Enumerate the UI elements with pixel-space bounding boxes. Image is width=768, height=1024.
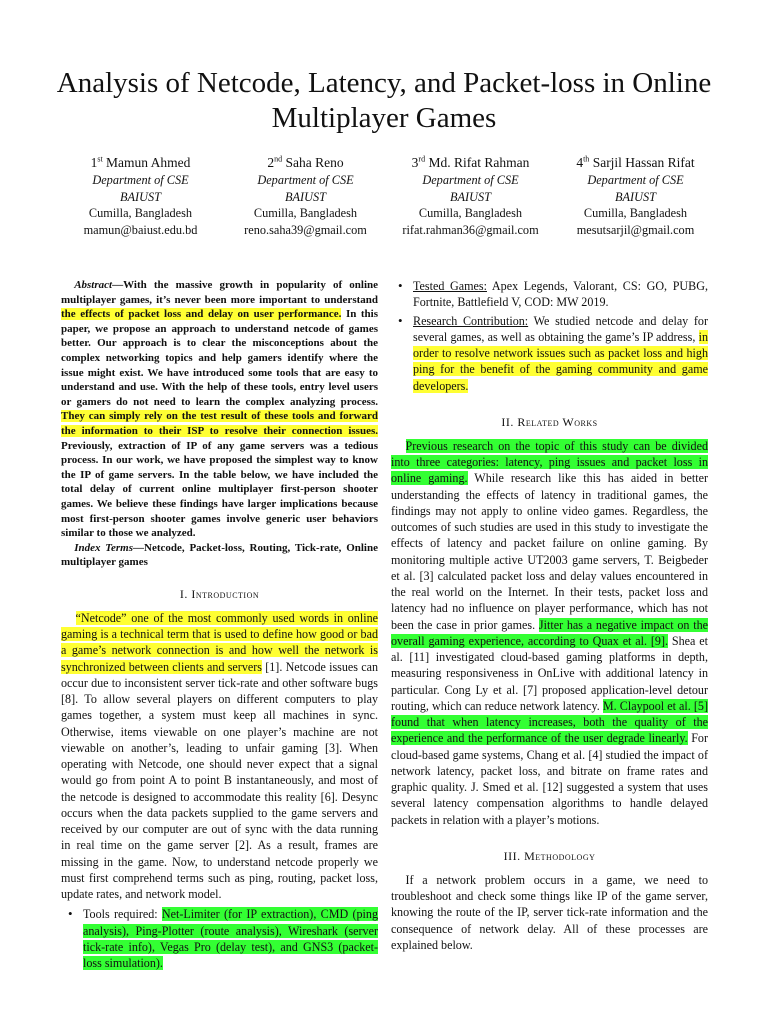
- author-ordinal: 2: [267, 155, 275, 170]
- abstract-lead: Abstract: [74, 279, 113, 291]
- author-email: reno.saha39@gmail.com: [244, 222, 367, 237]
- author-name: Mamun Ahmed: [106, 155, 191, 170]
- highlight-yellow: the effects of packet loss and delay on user performance.: [61, 308, 342, 321]
- right-column: [391, 278, 708, 953]
- author-email: mesutsarjil@gmail.com: [576, 222, 695, 237]
- author-name: Md. Rifat Rahman: [428, 155, 530, 170]
- author-email: rifat.rahman36@gmail.com: [402, 222, 539, 237]
- list-item: • Research Contribution: We studied netcode and delay for several games, as well as obtaining the game’s IP address, in order to resolve network issues such as packet loss and high ping for the benefit of the gaming community and game developers.: [413, 313, 708, 394]
- highlight-green: Net-Limiter (for IP extraction), CMD (ping analysis), Ping-Plotter (route analysis), Wireshark (server tick-rate info), Vegas Pro (delay test), and GNS3 (packet-loss simulation).: [83, 907, 378, 971]
- list-item: • Tools required: Net-Limiter (for IP extraction), CMD (ping analysis), Ping-Plotter (route analysis), Wireshark (server tick-rate info), Vegas Pro (delay test), and GNS3 (packet-loss simulation).: [83, 906, 378, 971]
- paper-title: Analysis of Netcode, Latency, and Packet-loss in Online Multiplayer Games: [56, 67, 712, 134]
- section-heading-related-works: II. Related Works: [501, 414, 598, 429]
- author-4: [553, 154, 718, 238]
- author-email: mamun@baiust.edu.bd: [83, 222, 198, 237]
- author-location: Cumilla, Bangladesh: [583, 206, 688, 220]
- author-name: Saha Reno: [285, 155, 344, 170]
- list-item: • Tested Games: Apex Legends, Valorant, CS: GO, PUBG, Fortnite, Battlefield V, COD: MW 2019.: [413, 278, 708, 311]
- author-location: Cumilla, Bangladesh: [88, 206, 193, 220]
- related-works-paragraph: Previous research on the topic of this study can be divided into three categories: latency, ping issues and packet loss in online gaming. While research like this has aided in better understanding the effects of latency in traditional games, the findings may not apply to online video games. Regardless, the outcomes of such studies are used in this study to investigate the effects of latency and packet failure on online gaming. By monitoring multiple active UT2003 game servers, T. Beigbeder et al. [3] calculated packet loss and delay values encountered in the real world on the Internet. In their tests, packet loss and latency had no influence on player performance, which has not been the case in prior games. Jitter has a negative impact on the overall gaming experience, according to Quax et al. [9]. Shea et al. [11] investigated cloud-based gaming platforms in depth, measuring responsiveness in OnLive with additional latency in particular. Cong Ly et al. [7] proposed application-level detour routing, which can reduce network latency. M. Claypool et al. [5] found that when latency increases, both the quality of the experience and the performance of the user degrade linearly. For cloud-based game systems, Chang et al. [4] studied the impact of network latency, packet loss, and bitrate on frame rates and graphic quality. J. Smed et al. [12] suggested a system that uses several latency compensation algorithms to handle delayed packets in relation with a player’s motions.: [391, 438, 709, 827]
- author-location: Cumilla, Bangladesh: [418, 206, 523, 220]
- highlight-yellow: “Netcode” one of the most commonly used words in online gaming is a technical term that is used to define how good or bad a game’s network connection is and how well the network is synchronized between clients and servers: [61, 610, 378, 674]
- methodology-paragraph: If a network problem occurs in a game, we need to troubleshoot and check some things like IP of the game server, knowing the route of the IP, server tick-rate information and the consequence of network delay. All of these processes are explained below.: [391, 872, 708, 952]
- author-institution: BAIUST: [615, 189, 656, 204]
- author-ordinal-suffix: th: [583, 154, 590, 164]
- author-block: [58, 154, 718, 238]
- index-terms: Index Terms—Netcode, Packet-loss, Routing, Tick-rate, Online multiplayer games: [61, 541, 378, 569]
- author-ordinal: 1: [90, 155, 98, 170]
- abstract: Abstract—With the massive growth in popularity of online multiplayer games, it’s never been more important to understand the effects of packet loss and delay on user performance. In this paper, we propose an approach to understand netcode of games better. Our approach is to clear the misconceptions about the complex networking topics and help gamers identify where the issue might exist. We have introduced some tools that are easy to understand and use. With the help of these tools, entry level users or gamers do not need to learn the complex analyzing process. They can simply rely on the test result of these tools and forward the information to their ISP to resolve their connection issues. Previously, extraction of IP of any game servers was a tedious process. In our work, we have proposed the simplest way to know the IP of game servers. In the table below, we have included the total delay of current online multiplayer first-person shooter games. We believe these findings have larger implications because most first-person shooter games involve generic user behaviors similar to those we analyzed.: [61, 279, 378, 540]
- author-department: Department of CSE: [422, 173, 519, 187]
- author-3: [388, 154, 553, 238]
- author-2: [223, 154, 388, 238]
- author-location: Cumilla, Bangladesh: [253, 206, 358, 220]
- author-institution: BAIUST: [450, 189, 491, 204]
- tools-list: [61, 906, 378, 971]
- index-terms-lead: Index Terms: [74, 541, 133, 554]
- section-heading-methodology: III. Methodology: [503, 848, 596, 863]
- author-department: Department of CSE: [257, 173, 354, 187]
- author-ordinal-suffix: st: [97, 154, 103, 164]
- author-institution: BAIUST: [120, 189, 161, 204]
- author-ordinal-suffix: rd: [418, 154, 426, 164]
- author-ordinal: 4: [576, 155, 584, 170]
- left-column: [61, 278, 378, 973]
- author-department: Department of CSE: [587, 173, 684, 187]
- contribution-list: [391, 278, 708, 394]
- highlight-yellow: They can simply rely on the test result of these tools and forward the information to their ISP to resolve their connection issues.: [61, 410, 378, 437]
- author-ordinal: 3: [411, 155, 419, 170]
- author-name: Sarjil Hassan Rifat: [592, 155, 695, 170]
- author-department: Department of CSE: [92, 173, 189, 187]
- author-1: [58, 154, 223, 238]
- section-heading-introduction: I. Introduction: [179, 586, 260, 601]
- highlight-green: M. Claypool et al. [5] found that when latency increases, both the quality of the experience and the performance of the user degrade linearly.: [391, 698, 708, 746]
- highlight-yellow: in order to resolve network issues such as packet loss and high ping for the benefit of the gaming community and game developers.: [413, 329, 708, 393]
- author-institution: BAIUST: [285, 189, 326, 204]
- introduction-paragraph: “Netcode” one of the most commonly used words in online gaming is a technical term that is used to define how good or bad a game’s network connection is and how well the network is synchronized between clients and servers [1]. Netcode issues can occur due to inconsistent server tick-rate and other software bugs [8]. To allow several players on different computers to play games together, a system must keep all machines in sync. Otherwise, items viewable on one player’s machine are not viewable on another’s, leading to unfair gaming [3]. When operating with Netcode, one should never expect that a signal would go from point A to point B instantaneously, and most of the netcode is designed to accommodate this reality [6]. Desync occurs when the data packets supplied to the game servers and received by our computer are out of sync with the data running in real time on the game server [2]. As a result, frames are missing in the game. Now, to understand netcode properly we must first comprehend terms such as ping, routing, packet loss, update rates, and network model.: [61, 610, 378, 902]
- highlight-green: Previous research on the topic of this study can be divided into three categories: latency, ping issues and packet loss in online gaming.: [391, 438, 708, 486]
- highlight-green: Jitter has a negative impact on the overall gaming experience, according to Quax et al. [9].: [391, 617, 708, 648]
- author-ordinal-suffix: nd: [274, 154, 283, 164]
